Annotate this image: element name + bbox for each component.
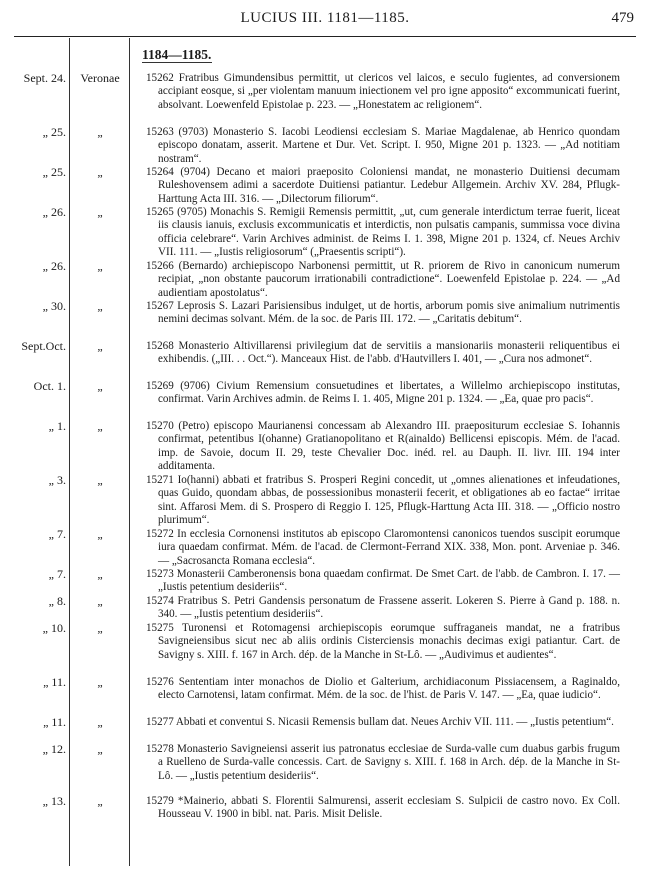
header-rule xyxy=(14,36,636,37)
entry-date: „ 13. xyxy=(42,794,66,808)
entry-place: „ xyxy=(97,419,103,433)
entry-place: „ xyxy=(97,567,103,581)
entry-date: „ 30. xyxy=(42,299,66,313)
entry-text: 15262 Fratribus Gimundensibus permittit, ut clericos vel laicos, e seculo fugientes, ad conversionem accipiant eosque, si „per violentam manuum iniectionem vel pro igne apposito“ excommunicati fuerint, absolvant. Loewenfeld Epistolae p. 223. — „Honestatem ac religionem“. xyxy=(146,72,620,111)
entry-date: „ 12. xyxy=(42,742,66,756)
entry-text: 15276 Sententiam inter monachos de Diolio et Galterium, archidiaconum Pissiacensem, a Raginaldo, electo Carnotensi, latam confirmat. Mém. de la soc. de l'hist. de Paris V. 147. — „Ea, quae iudicio“. xyxy=(146,676,620,702)
entry-date: Sept.Oct. xyxy=(21,339,66,353)
entry-date: „ 25. xyxy=(42,165,66,179)
entry-place: „ xyxy=(97,675,103,689)
place-column-rule xyxy=(129,38,130,866)
entry-text: 15267 Leprosis S. Lazari Parisiensibus indulget, ut de hortis, arborum pomis sive animalium nutrimentis nemini decimas solvant. Mém. de la soc. de Paris III. 172. — „Caritatis debitum“. xyxy=(146,300,620,326)
entry-text: 15279 *Mainerio, abbati S. Florentii Salmurensi, asserit ecclesiam S. Sulpicii de castro novo. Ex Coll. Housseau V. 1900 in bibl. nat. Paris. Misit Delisle. xyxy=(146,795,620,821)
entry-text: 15264 (9704) Decano et maiori praeposito Coloniensi mandat, ne monasterio Duitiensi decumam Ruleshovensem adimi a sacerdote Duitiensi patiantur. Ledebur Allgemein. Archiv XV. 284, Pflugk-Harttung Acta III. 316. — „Dilectorum filiorum“. xyxy=(146,166,620,205)
entry-date: „ 7. xyxy=(48,527,66,541)
entry-date: „ 26. xyxy=(42,259,66,273)
entry-place: „ xyxy=(97,205,103,219)
entry-date: „ 7. xyxy=(48,567,66,581)
entry-date: Sept. 24. xyxy=(23,71,66,85)
entry-text: 15277 Abbati et conventui S. Nicasii Remensis bullam dat. Neues Archiv VII. 111. — „Iustis petentium“. xyxy=(146,716,614,728)
entry-place: „ xyxy=(97,379,103,393)
entry-place: „ xyxy=(97,299,103,313)
entry-place: „ xyxy=(97,594,103,608)
entry-text: 15271 Io(hanni) abbati et fratribus S. Prosperi Regini concedit, ut „omnes alienationes et infeudationes, quas Guido, quondam abbas, de possessionibus monasterii fecerit, et obligationes ab eo factae“ irritae sint. Affarosi Mem. di S. Prospero di Reggio I. 125, Pflugk-Harttung Acta III. 318. — „Officio nostro plurimum“. xyxy=(146,474,620,526)
entry-place: „ xyxy=(97,339,103,353)
entry-text: 15265 (9705) Monachis S. Remigii Remensis permittit, „ut, cum generale interdictum terrae fuerit, liceat iis clausis ianuis, exclusis excommunicatis et interdictis, non pulsatis campanis, summissa voce divina officia celebrare“. Varin Archives administ. de Reims I. 1. 398, Migne 201 p. 1324, cf. Neues Archiv VII. 111. — „Iustis religiosorum“ („Praesentis scripti“). xyxy=(146,206,620,258)
entry-text: 15274 Fratribus S. Petri Gandensis personatum de Frassene asserit. Lokeren S. Pierre à Gand p. 188. n. 340. — „Iustis petentium desideriis“. xyxy=(146,595,620,621)
entry-text: 15270 (Petro) episcopo Maurianensi concessam ab Alexandro III. praepositurum ecclesiae S. Iohannis confirmat, petentibus I(ohanne) Gratianopolitano et R(ainaldo) Bellicensi episcopis. Mém. de l'acad. imp. de Savoie, docum II. 29, teste Chevalier Doc. inéd. rel. au Dauph. II. livr. III. 194 inter additamenta. xyxy=(146,420,620,472)
entry-text: 15278 Monasterio Savigneiensi asserit ius patronatus ecclesiae de Surda-valle cum duabus garbis frugum a Ruelleno de Surda-valle concessis. Cart. de Savigny s. XIII. f. 168 in Arch. dép. de la Manche in St-Lô. — „Iustis petentium desideriis“. xyxy=(146,743,620,782)
entry-text: 15266 (Bernardo) archiepiscopo Narbonensi permittit, ut R. priorem de Rivo in canonicum numerum recipiat, „non obstante paucorum irrationabili contradictione“. Loewenfeld Epistolae p. 224. — „Ad audientiam apostolatus“. xyxy=(146,260,620,299)
entry-place: „ xyxy=(97,165,103,179)
entry-date: „ 25. xyxy=(42,125,66,139)
entry-date: „ 26. xyxy=(42,205,66,219)
entry-date: „ 3. xyxy=(48,473,66,487)
page-number: 479 xyxy=(611,10,634,26)
entry-text: 15263 (9703) Monasterio S. Iacobi Leodiensi ecclesiam S. Mariae Magdalenae, ab Henrico quondam episcopo donatam, asserit. Martene et Dur. Vet. Script. I. 950, Migne 201 p. 1323. — „Ad notitiam nostram“. xyxy=(146,126,620,165)
entry-text: 15268 Monasterio Altivillarensi privilegium dat de servitiis a mansionariis monasterii reliquentibus ei exhibendis. („III. . . Oct.“). Manceaux Hist. de l'abb. d'Hautvillers I. 401, — „Cura nos admonet“. xyxy=(146,340,620,366)
date-column-rule xyxy=(69,38,70,866)
entry-place: „ xyxy=(97,473,103,487)
entry-date: „ 8. xyxy=(48,594,66,608)
entry-date: Oct. 1. xyxy=(33,379,66,393)
entry-text: 15273 Monasterii Camberonensis bona quaedam confirmat. De Smet Cart. de l'abb. de Cambron. I. 17. — „Iustis petentium desideriis“. xyxy=(146,568,620,594)
running-head xyxy=(0,10,650,32)
entry-date: „ 1. xyxy=(48,419,66,433)
entry-place: „ xyxy=(97,125,103,139)
entry-place: „ xyxy=(97,621,103,635)
entry-date: „ 11. xyxy=(43,675,66,689)
entry-date: „ 10. xyxy=(42,621,66,635)
entry-place: Veronae xyxy=(80,71,120,85)
entry-date: „ 11. xyxy=(43,715,66,729)
running-head-title: LUCIUS III. 1181—1185. xyxy=(240,10,410,26)
entry-text: 15269 (9706) Civium Remensium consuetudines et libertates, a Willelmo archiepiscopo institutas, confirmat. Varin Archives admin. de Reims I. 1. 405, Migne 201 p. 1324. — „Ea, quae pro pacis“. xyxy=(146,380,620,406)
entry-place: „ xyxy=(97,527,103,541)
entry-text: 15272 In ecclesia Cornonensi institutos ab episcopo Claromontensi canonicos tuendos suscipit eorumque iura quaedam confirmat. Mém. de l'acad. de Clermont-Ferrand XIX. 338, Mon. pont. Arveniae p. 346. — „Sacrosancta Romana ecclesia“. xyxy=(146,528,620,567)
entry-place: „ xyxy=(97,794,103,808)
entry-place: „ xyxy=(97,742,103,756)
section-heading: 1184—1185. xyxy=(142,47,212,62)
entry-place: „ xyxy=(97,259,103,273)
entry-text: 15275 Turonensi et Rotomagensi archiepiscopis eorumque suffraganeis mandat, ne a fratribus Savigneiensibus sicut nec ab aliis ordinis Cisterciensis monachis decimas exigi patiantur. Cart. de Savigny s. XIII. f. 167 in Arch. dép. de la Manche in St-Lô. — „Audivimus et audientes“. xyxy=(146,622,620,661)
section-heading-underline xyxy=(142,62,212,63)
entry-place: „ xyxy=(97,715,103,729)
